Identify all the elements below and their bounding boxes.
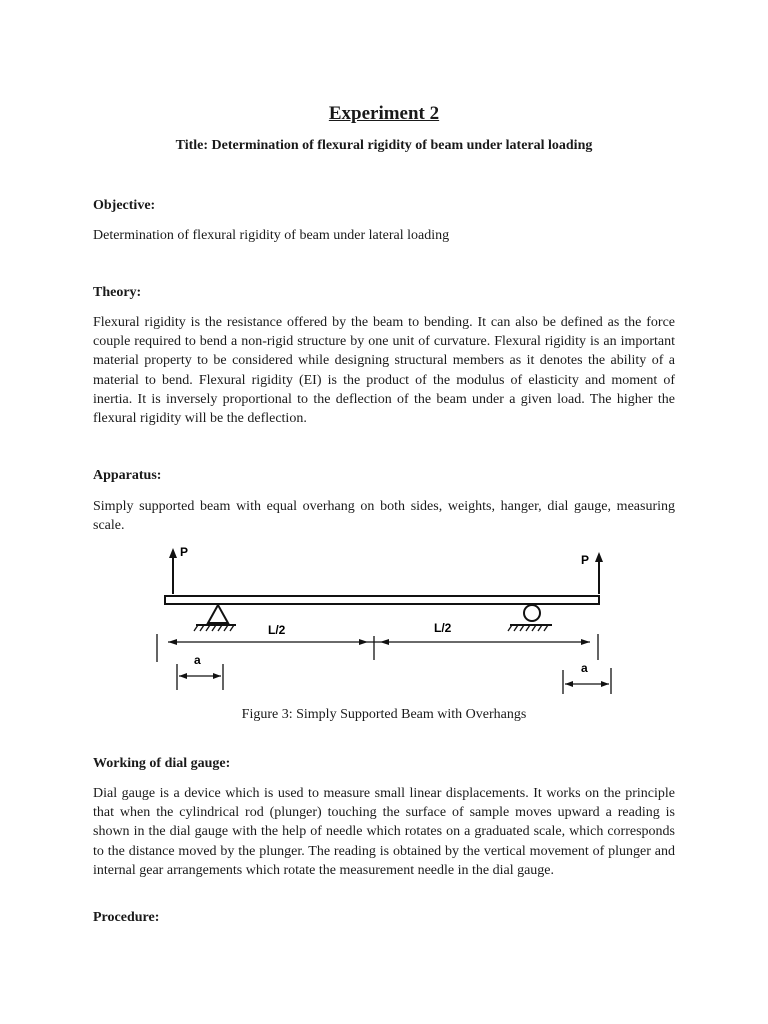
load-label-left: P: [180, 545, 189, 559]
dim-arrow: [359, 639, 368, 645]
overhang-label-right: a: [581, 661, 588, 675]
load-arrow-right-head: [595, 552, 603, 562]
objective-heading: Objective:: [93, 198, 156, 213]
dim-arrow: [601, 681, 609, 687]
load-arrow-left-head: [169, 548, 177, 558]
dim-arrow: [565, 681, 573, 687]
theory-heading: Theory:: [93, 285, 142, 300]
apparatus-text: Simply supported beam with equal overhang on both sides, weights, hanger, dial gauge, measuring scale.: [93, 499, 675, 534]
span-label-left: L/2: [268, 623, 286, 637]
dim-arrow: [581, 639, 590, 645]
span-label-right: L/2: [434, 621, 452, 635]
pin-support: [208, 605, 228, 623]
page-title: Experiment 2: [328, 103, 440, 124]
figure-caption: Figure 3: Simply Supported Beam with Overhangs: [241, 707, 527, 722]
roller-support: [524, 605, 540, 621]
apparatus-heading: Apparatus:: [93, 468, 162, 483]
dial-gauge-heading: Working of dial gauge:: [93, 756, 231, 771]
experiment-subtitle: Title: Determination of flexural rigidity of beam under lateral loading: [175, 138, 593, 153]
load-label-right: P: [581, 553, 590, 567]
theory-text: Flexural rigidity is the resistance offered by the beam to bending. It can also be defined as the force couple required to bend a non-rigid structure by one unit of curvature. Flexural rigidity is an important material property to be considered while designing structural members as it denotes the ability of a material to bend. Flexural rigidity (EI) is the product of the modulus of elasticity and moment of inertia. It is inversely proportional to the deflection of the beam under a given load. The higher the flexural rigidity will be the deflection.: [93, 315, 675, 427]
dim-arrow: [168, 639, 177, 645]
beam: [165, 596, 599, 604]
dim-arrow: [380, 639, 389, 645]
procedure-heading: Procedure:: [93, 910, 160, 925]
overhang-label-left: a: [194, 653, 201, 667]
objective-text: Determination of flexural rigidity of beam under lateral loading: [93, 228, 450, 243]
dim-arrow: [213, 673, 221, 679]
beam-diagram: [150, 540, 620, 700]
dim-arrow: [179, 673, 187, 679]
dial-gauge-text: Dial gauge is a device which is used to measure small linear displacements. It works on the principle that when the cylindrical rod (plunger) touching the surface of sample moves upward a reading is shown in the dial gauge with the help of needle which rotates on a graduated scale, which corresponds to the distance moved by the plunger. The reading is obtained by the vertical movement of plunger and internal gear arrangements which rotate the measurement needle in the dial gauge.: [93, 786, 675, 878]
